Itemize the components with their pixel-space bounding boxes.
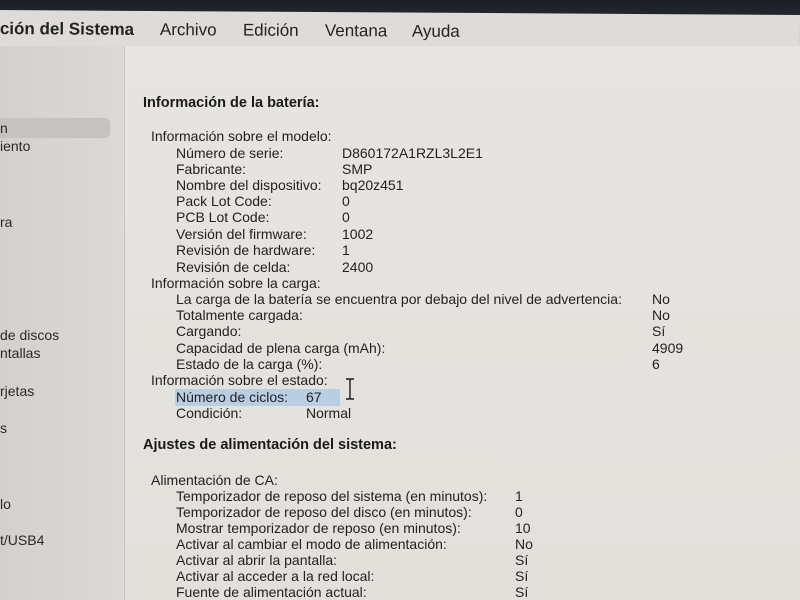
row-label: Fabricante: (176, 161, 247, 177)
menu-archivo[interactable]: Archivo (159, 20, 217, 40)
row-label: Número de serie: (176, 145, 284, 161)
row-label: Revisión de hardware: (176, 242, 316, 258)
sidebar-selection-highlight (0, 118, 110, 138)
ac-power-header: Alimentación de CA: (151, 472, 278, 488)
row-label: PCB Lot Code: (176, 209, 270, 225)
sidebar-item[interactable]: s (0, 420, 7, 436)
menu-ayuda[interactable]: Ayuda (411, 21, 460, 41)
row-label: Fuente de alimentación actual: (176, 584, 367, 600)
row-label: Pack Lot Code: (176, 193, 272, 209)
app-menu[interactable]: ción del Sistema (0, 19, 135, 39)
sidebar-item-discos[interactable]: de discos (0, 327, 60, 343)
wake-lan-value: Sí (515, 568, 529, 584)
model-info-header: Información sobre el modelo: (151, 128, 332, 144)
hardware-revision-value: 1 (342, 242, 350, 258)
serial-number-value: D860172A1RZL3L2E1 (342, 145, 483, 161)
cell-revision-value: 2400 (342, 259, 374, 275)
fully-charged-value: No (652, 307, 670, 323)
charge-info-header: Información sobre la carga: (151, 275, 321, 291)
wake-lid-open-value: Sí (515, 552, 529, 568)
charging-value: Sí (652, 323, 666, 339)
sidebar-item-selected[interactable]: n (0, 120, 8, 136)
pack-lot-value: 0 (342, 193, 350, 209)
sidebar-item[interactable]: iento (0, 138, 31, 154)
manufacturer-value: SMP (342, 161, 373, 177)
current-power-source-value: Sí (515, 584, 529, 600)
row-label: La carga de la batería se encuentra por debajo del nivel de advertencia: (176, 291, 622, 307)
text-cursor-icon (344, 378, 356, 400)
below-warning-value: No (652, 291, 670, 307)
row-label: Activar al acceder a la red local: (176, 568, 375, 584)
cycle-count-value[interactable]: 67 (306, 389, 322, 405)
sidebar-item-usb4[interactable]: t/USB4 (0, 532, 45, 548)
charge-percent-value: 6 (652, 356, 660, 372)
condition-value: Normal (306, 405, 352, 421)
display-sleep-value: 10 (515, 520, 531, 536)
full-capacity-value: 4909 (652, 340, 684, 356)
sidebar (0, 46, 125, 600)
row-label: Capacidad de plena carga (mAh): (176, 340, 386, 356)
menu-edicion[interactable]: Edición (242, 20, 299, 40)
sidebar-item-tarjetas[interactable]: rjetas (0, 383, 35, 399)
row-label: Cargando: (176, 323, 242, 339)
system-sleep-value: 1 (515, 488, 523, 504)
row-label: Estado de la carga (%): (176, 356, 323, 372)
row-label: Totalmente cargada: (176, 307, 303, 323)
device-name-value: bq20z451 (342, 177, 404, 193)
sidebar-item[interactable]: ra (0, 214, 13, 230)
disk-sleep-value: 0 (515, 504, 523, 520)
row-label: Condición: (176, 405, 243, 421)
wake-power-change-value: No (515, 536, 533, 552)
row-label: Versión del firmware: (176, 226, 307, 242)
menu-ventana[interactable]: Ventana (324, 21, 388, 41)
row-label: Activar al abrir la pantalla: (176, 552, 338, 568)
menu-bar (0, 0, 800, 42)
menu-bar-strip (0, 10, 800, 51)
power-section-title: Ajustes de alimentación del sistema: (143, 437, 397, 453)
pcb-lot-value: 0 (342, 209, 350, 225)
row-label: Nombre del dispositivo: (176, 177, 322, 193)
row-label: Temporizador de reposo del sistema (en minutos): (176, 488, 488, 504)
sidebar-item[interactable]: lo (0, 496, 11, 512)
firmware-value: 1002 (342, 226, 374, 242)
sidebar-item-pantallas[interactable]: ntallas (0, 345, 41, 361)
state-info-header: Información sobre el estado: (151, 372, 328, 388)
row-label: Temporizador de reposo del disco (en minutos): (176, 504, 472, 520)
row-label: Activar al cambiar el modo de alimentación: (176, 536, 447, 552)
row-label: Mostrar temporizador de reposo (en minutos): (176, 520, 461, 536)
row-label: Revisión de celda: (176, 259, 291, 275)
battery-section-title: Información de la batería: (143, 95, 320, 111)
cycle-count-label[interactable]: Número de ciclos: (176, 389, 289, 405)
